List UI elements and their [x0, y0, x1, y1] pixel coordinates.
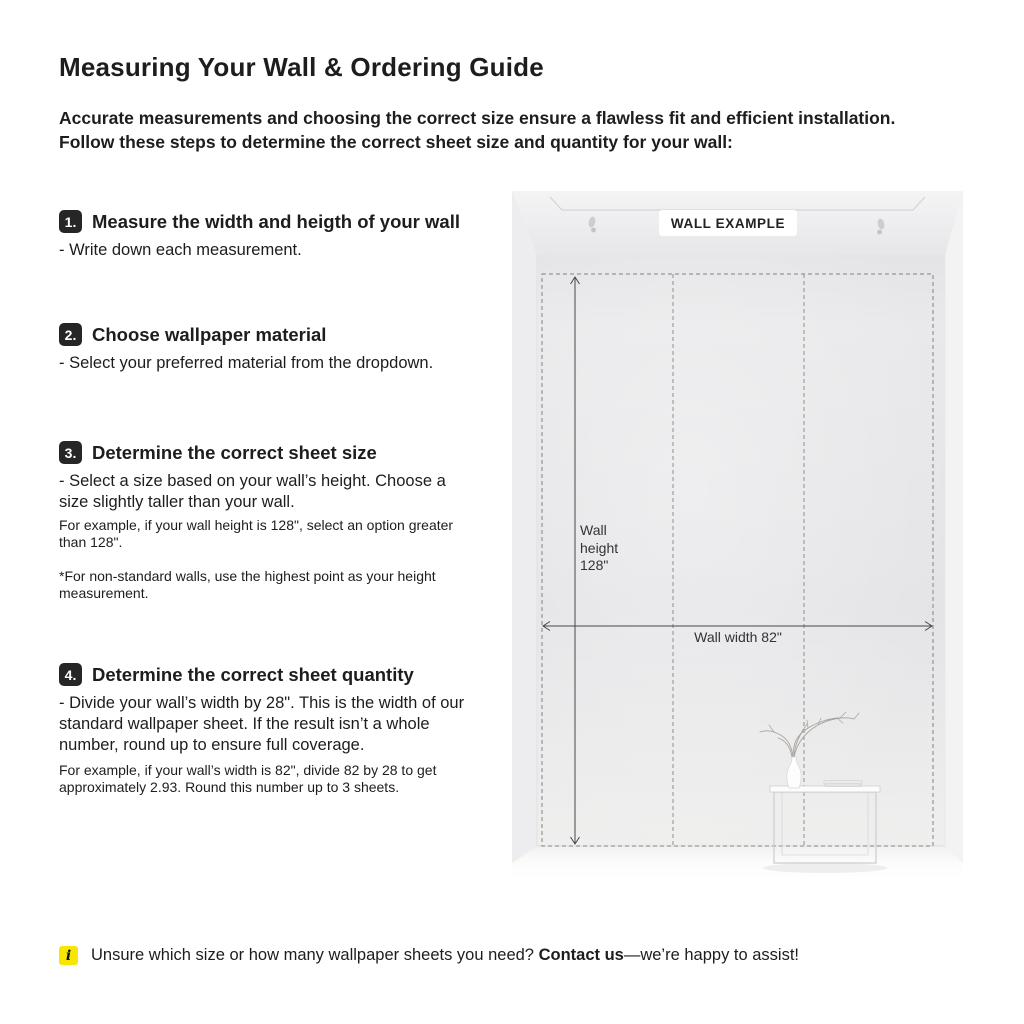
wall-example-image [512, 191, 963, 878]
intro-paragraph [59, 106, 895, 154]
books [824, 781, 862, 787]
left-wall [512, 191, 537, 863]
step-3-description [59, 471, 534, 513]
help-text-after: —we’re happy to assist! [623, 946, 800, 964]
step-2-title: Choose wallpaper material [92, 323, 327, 345]
info-icon: i [59, 946, 78, 965]
step-4-example-line: For example, if your wall’s width is 82", divide 82 by 28 to get [59, 762, 437, 778]
page-title: Measuring Your Wall & Ordering Guide [59, 52, 544, 82]
step-3-description-line: - Select a size based on your wall’s height. Choose a [59, 472, 446, 490]
step-3-example [59, 517, 534, 551]
step-4-description-line: - Divide your wall’s width by 28". This is the width of our [59, 694, 465, 712]
step-2-number-badge: 2. [59, 323, 82, 346]
step-3-description-line: size slightly taller than your wall. [59, 493, 295, 511]
step-2-heading [59, 323, 534, 346]
step-4-number-badge: 4. [59, 663, 82, 686]
step-4-title: Determine the correct sheet quantity [92, 663, 414, 685]
step-3-example-line: than 128". [59, 534, 123, 550]
wall-example-tag: WALL EXAMPLE [659, 210, 797, 236]
step-4-heading [59, 663, 534, 686]
step-4-example [59, 762, 534, 796]
step-3-example-line: For example, if your wall height is 128", select an option greater [59, 517, 454, 533]
wall-height-label: Wall height 128" [580, 522, 619, 573]
step-3-heading [59, 441, 534, 464]
step-3-note-line: measurement. [59, 585, 149, 601]
step-1-heading [59, 210, 534, 233]
step-2-description: - Select your preferred material from the dropdown. [59, 354, 434, 372]
step-3-number-badge: 3. [59, 441, 82, 464]
floor [512, 846, 963, 878]
step-4 [59, 663, 534, 796]
step-3-title: Determine the correct sheet size [92, 441, 377, 463]
step-3 [59, 441, 534, 602]
help-text-before: Unsure which size or how many wallpaper sheets you need? [91, 946, 539, 964]
step-3-note-line: *For non-standard walls, use the highest point as your height [59, 568, 436, 584]
intro-line: Follow these steps to determine the correct sheet size and quantity for your wall: [59, 132, 733, 152]
step-4-description-line: number, round up to ensure full coverage. [59, 736, 365, 754]
step-1-number-badge: 1. [59, 210, 82, 233]
intro-line: Accurate measurements and choosing the correct size ensure a flawless fit and efficient installation. [59, 108, 896, 128]
contact-us-link[interactable]: Contact us [538, 946, 624, 964]
step-1-title: Measure the width and heigth of your wall [92, 210, 460, 232]
step-1-description: - Write down each measurement. [59, 241, 302, 259]
step-4-example-line: approximately 2.93. Round this number up to 3 sheets. [59, 779, 400, 795]
help-note-text [91, 946, 799, 965]
step-2 [59, 323, 534, 374]
step-4-description [59, 693, 534, 756]
step-1 [59, 210, 534, 261]
step-4-description-line: standard wallpaper sheet. If the result isn’t a whole [59, 715, 430, 733]
help-note [59, 946, 799, 965]
wall-width-label: Wall width 82" [694, 629, 782, 645]
right-wall [945, 191, 963, 863]
step-3-note [59, 568, 534, 602]
